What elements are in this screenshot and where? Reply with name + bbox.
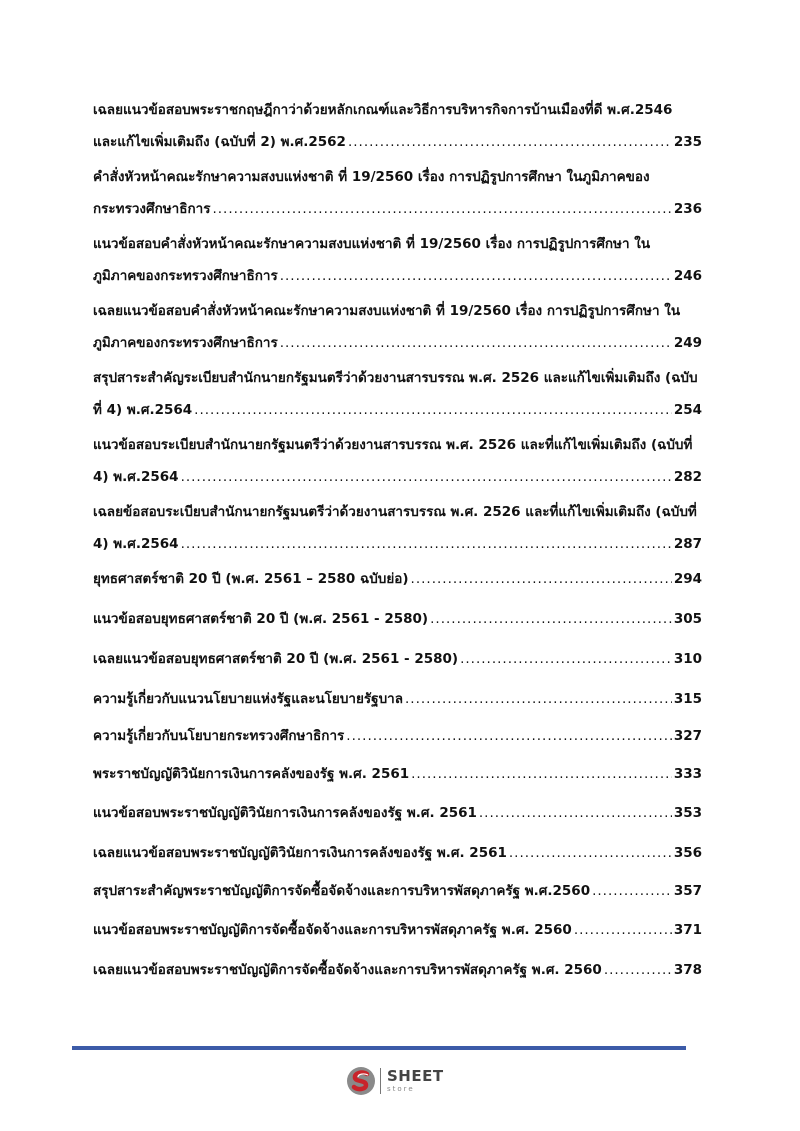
dot-leader bbox=[348, 126, 672, 158]
dot-leader bbox=[460, 643, 672, 675]
toc-page-number: 246 bbox=[673, 268, 702, 284]
toc-entry-title: กระทรวงศึกษาธิการ bbox=[93, 201, 211, 217]
toc-entry-title: 4) พ.ศ.2564 bbox=[93, 469, 179, 485]
toc-page-number: 235 bbox=[673, 134, 702, 150]
toc-entry[interactable] bbox=[93, 603, 702, 635]
toc-page-number: 356 bbox=[673, 845, 702, 861]
toc-entry-title: และแก้ไขเพิ่มเติมถึง (ฉบับที่ 2) พ.ศ.2562 bbox=[93, 134, 346, 150]
toc-entry-title: เฉลยแนวข้อสอบยุทธศาสตร์ชาติ 20 ปี (พ.ศ. 2561 - 2580) bbox=[93, 651, 459, 667]
toc-page-number: 378 bbox=[673, 962, 702, 978]
toc-entry-title: ความรู้เกี่ยวกับนโยบายกระทรวงศึกษาธิการ bbox=[93, 728, 345, 744]
sheet-store-logo bbox=[346, 1064, 456, 1098]
toc-page-number: 254 bbox=[673, 402, 702, 418]
toc-entry-title: ภูมิภาคของกระทรวงศึกษาธิการ bbox=[93, 268, 278, 284]
toc-entry-title: สรุปสาระสำคัญพระราชบัญญัติการจัดซื้อจัดจ้างและการบริหารพัสดุภาครัฐ พ.ศ.2560 bbox=[93, 883, 591, 899]
toc-page-number: 327 bbox=[673, 728, 702, 744]
toc-page-number: 353 bbox=[673, 805, 702, 821]
toc-entry-title-line1: แนวข้อสอบระเบียบสำนักนายกรัฐมนตรีว่าด้วยงานสารบรรณ พ.ศ. 2526 และที่แก้ไขเพิ่มเติมถึง (ฉบับที่ bbox=[93, 437, 693, 453]
dot-leader bbox=[194, 394, 672, 426]
toc-entry-title: ยุทธศาสตร์ชาติ 20 ปี (พ.ศ. 2561 – 2580 ฉบับย่อ) bbox=[93, 571, 409, 587]
dot-leader bbox=[212, 193, 671, 225]
toc-page-number: 310 bbox=[673, 651, 702, 667]
toc-page-number: 333 bbox=[673, 766, 702, 782]
logo-text: SHEET bbox=[387, 1067, 444, 1085]
toc-entry-title-line1: แนวข้อสอบคำสั่งหัวหน้าคณะรักษาความสงบแห่งชาติ ที่ 19/2560 เรื่อง การปฏิรูปการศึกษา ใน bbox=[93, 236, 651, 252]
toc-entry-title: แนวข้อสอบพระราชบัญญัติวินัยการเงินการคลังของรัฐ พ.ศ. 2561 bbox=[93, 805, 477, 821]
toc-entry[interactable] bbox=[93, 720, 702, 752]
toc-entry-title: ความรู้เกี่ยวกับแนวนโยบายแห่งรัฐและนโยบายรัฐบาล bbox=[93, 691, 404, 707]
footer-divider bbox=[72, 1046, 686, 1050]
toc-entry[interactable] bbox=[93, 875, 702, 907]
toc-entry[interactable] bbox=[93, 643, 702, 675]
toc-entry-title-line1: เฉลยแนวข้อสอบคำสั่งหัวหน้าคณะรักษาความสงบแห่งชาติ ที่ 19/2560 เรื่อง การปฏิรูปการศึกษา ใน bbox=[93, 303, 681, 319]
toc-entry-title: แนวข้อสอบพระราชบัญญัติการจัดซื้อจัดจ้างและการบริหารพัสดุภาครัฐ พ.ศ. 2560 bbox=[93, 922, 572, 938]
toc-entry-title: เฉลยแนวข้อสอบพระราชบัญญัติวินัยการเงินการคลังของรัฐ พ.ศ. 2561 bbox=[93, 845, 507, 861]
dot-leader bbox=[181, 461, 672, 493]
dot-leader bbox=[430, 603, 672, 635]
toc-entry[interactable] bbox=[93, 797, 702, 829]
dot-leader bbox=[592, 875, 672, 907]
dot-leader bbox=[181, 528, 672, 560]
sheet-store-logo-icon bbox=[346, 1066, 376, 1096]
toc-entry[interactable] bbox=[93, 429, 702, 493]
toc-entry-title-line1: เฉลยแนวข้อสอบพระราชกฤษฎีกาว่าด้วยหลักเกณฑ์และวิธีการบริหารกิจการบ้านเมืองที่ดี พ.ศ.2546 bbox=[93, 102, 673, 118]
toc-page-number: 282 bbox=[673, 469, 702, 485]
dot-leader bbox=[509, 837, 672, 869]
toc-entry[interactable] bbox=[93, 563, 702, 595]
toc-entry-title: ที่ 4) พ.ศ.2564 bbox=[93, 402, 193, 418]
logo-subtext: store bbox=[387, 1085, 415, 1093]
toc-page-number: 357 bbox=[673, 883, 702, 899]
dot-leader bbox=[411, 758, 672, 790]
dot-leader bbox=[280, 327, 672, 359]
dot-leader bbox=[479, 797, 672, 829]
toc-page-number: 294 bbox=[673, 571, 702, 587]
toc-entry[interactable] bbox=[93, 683, 702, 715]
toc-page-number: 305 bbox=[673, 611, 702, 627]
toc-page-number: 236 bbox=[673, 201, 702, 217]
dot-leader bbox=[411, 563, 672, 595]
toc-page-number: 287 bbox=[673, 536, 702, 552]
toc-entry-title: แนวข้อสอบยุทธศาสตร์ชาติ 20 ปี (พ.ศ. 2561 - 2580) bbox=[93, 611, 429, 627]
logo-separator bbox=[380, 1068, 381, 1094]
toc-entry-title: 4) พ.ศ.2564 bbox=[93, 536, 179, 552]
toc-entry[interactable] bbox=[93, 837, 702, 869]
dot-leader bbox=[604, 954, 672, 986]
toc-entry[interactable] bbox=[93, 914, 702, 946]
dot-leader bbox=[405, 683, 672, 715]
toc-entry-title: เฉลยแนวข้อสอบพระราชบัญญัติการจัดซื้อจัดจ้างและการบริหารพัสดุภาครัฐ พ.ศ. 2560 bbox=[93, 962, 602, 978]
dot-leader bbox=[346, 720, 672, 752]
logo-wordmark bbox=[387, 1069, 444, 1093]
toc-entry[interactable] bbox=[93, 758, 702, 790]
toc-page-number: 371 bbox=[673, 922, 702, 938]
toc-entry-title-line1: เฉลยข้อสอบระเบียบสำนักนายกรัฐมนตรีว่าด้วยงานสารบรรณ พ.ศ. 2526 และที่แก้ไขเพิ่มเติมถึง (ฉบับที่ bbox=[93, 504, 697, 520]
dot-leader bbox=[280, 260, 672, 292]
toc-entry-title-line1: สรุปสาระสำคัญระเบียบสำนักนายกรัฐมนตรีว่าด้วยงานสารบรรณ พ.ศ. 2526 และแก้ไขเพิ่มเติมถึง (ฉบับ bbox=[93, 370, 698, 386]
toc-entry-title-line1: คำสั่งหัวหน้าคณะรักษาความสงบแห่งชาติ ที่ 19/2560 เรื่อง การปฏิรูปการศึกษา ในภูมิภาคของ bbox=[93, 169, 650, 185]
toc-entry[interactable] bbox=[93, 295, 702, 359]
toc-page-number: 249 bbox=[673, 335, 702, 351]
toc-entry-title: ภูมิภาคของกระทรวงศึกษาธิการ bbox=[93, 335, 278, 351]
toc-entry[interactable] bbox=[93, 496, 702, 560]
toc-entry[interactable] bbox=[93, 94, 702, 158]
toc-entry[interactable] bbox=[93, 362, 702, 426]
dot-leader bbox=[574, 914, 672, 946]
toc-page-number: 315 bbox=[673, 691, 702, 707]
toc-entry[interactable] bbox=[93, 161, 702, 225]
toc-entry[interactable] bbox=[93, 228, 702, 292]
toc-entry-title: พระราชบัญญัติวินัยการเงินการคลังของรัฐ พ.ศ. 2561 bbox=[93, 766, 410, 782]
toc-entry[interactable] bbox=[93, 954, 702, 986]
